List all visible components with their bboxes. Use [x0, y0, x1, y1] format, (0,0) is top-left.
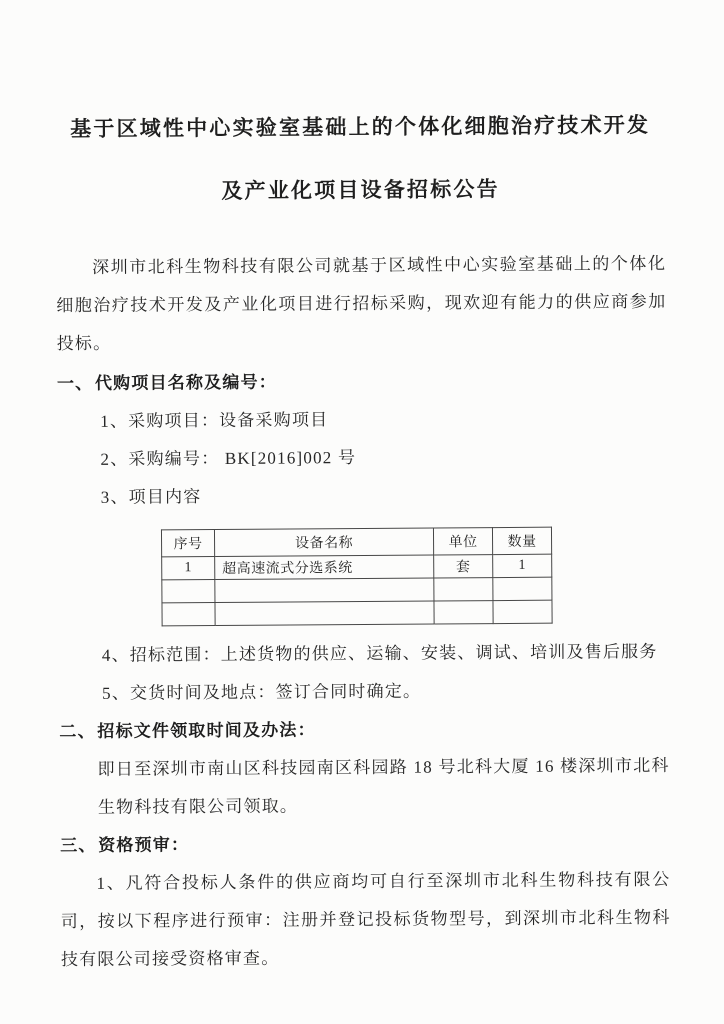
section-2-heading	[59, 709, 669, 751]
table-header-unit: 单位	[433, 528, 492, 555]
table-cell-unit: 套	[434, 555, 493, 578]
table-row-empty	[162, 577, 552, 603]
equipment-table-body	[162, 554, 552, 626]
equipment-table	[161, 527, 553, 627]
table-cell-name	[215, 578, 434, 603]
document-content	[54, 0, 671, 979]
section-2-heading-text: 招标文件领取时间及办法：	[97, 720, 316, 741]
table-cell-unit	[434, 578, 493, 601]
procurement-item-4: 4、招标范围：上述货物的供应、运输、安装、调试、培训及售后服务	[101, 641, 658, 665]
table-cell-unit	[434, 601, 493, 624]
intro-paragraph: 深圳市北科生物科技有限公司就基于区域性中心实验室基础上的个体化细胞治疗技术开发及产业化项目进行招标采购，现欢迎有能力的供应商参加投标。	[56, 253, 667, 354]
section-1-items	[100, 399, 668, 517]
section-1-items-continued	[102, 633, 670, 713]
section-3-paragraph: 1、凡符合投标人条件的供应商均可自行至深圳市北科生物科技有限公司，按以下程序进行预审：注册并登记投标货物型号，到深圳市北科生物科技有限公司接受资格审查。	[60, 869, 671, 970]
section-2-paragraph: 即日至深圳市南山区科技园南区科园路 18 号北科大厦 16 楼深圳市北科生物科技有限公司领取。	[97, 755, 670, 817]
procurement-item-3: 3、项目内容	[100, 487, 202, 507]
table-header-qty: 数量	[492, 527, 551, 554]
procurement-item-2: 2、采购编号： BK[2016]002 号	[100, 448, 357, 469]
table-cell-qty	[493, 577, 552, 600]
table-row	[162, 554, 552, 580]
section-3-heading-text: 资格预审：	[98, 835, 190, 855]
table-row-empty	[162, 600, 552, 626]
section-1-number: 一、	[56, 373, 94, 394]
section-1-heading-text: 代购项目名称及编号：	[94, 372, 278, 393]
table-cell-seq	[162, 580, 215, 603]
section-3-heading	[60, 823, 670, 865]
table-cell-name	[215, 601, 434, 626]
table-cell-qty	[493, 600, 552, 623]
table-header-seq: 序号	[161, 530, 214, 557]
doc-title-line-1: 基于区域性中心实验室基础上的个体化细胞治疗技术开发	[70, 112, 651, 142]
table-cell-name: 超高速流式分选系统	[215, 555, 434, 580]
section-3-number: 三、	[60, 835, 97, 856]
table-header-name: 设备名称	[214, 528, 433, 557]
doc-title-line-2: 及产业化项目设备招标公告	[221, 177, 500, 203]
table-cell-qty: 1	[493, 554, 552, 577]
table-cell-seq	[162, 603, 215, 626]
section-1-heading	[57, 361, 667, 403]
section-2-number: 二、	[59, 721, 96, 742]
procurement-item-1: 1、采购项目：设备采购项目	[100, 410, 329, 431]
procurement-item-5: 5、交货时间及地点：签订合同时确定。	[102, 681, 422, 703]
table-cell-seq: 1	[162, 557, 215, 580]
equipment-table-header	[161, 527, 551, 557]
table-header-row	[161, 527, 551, 557]
